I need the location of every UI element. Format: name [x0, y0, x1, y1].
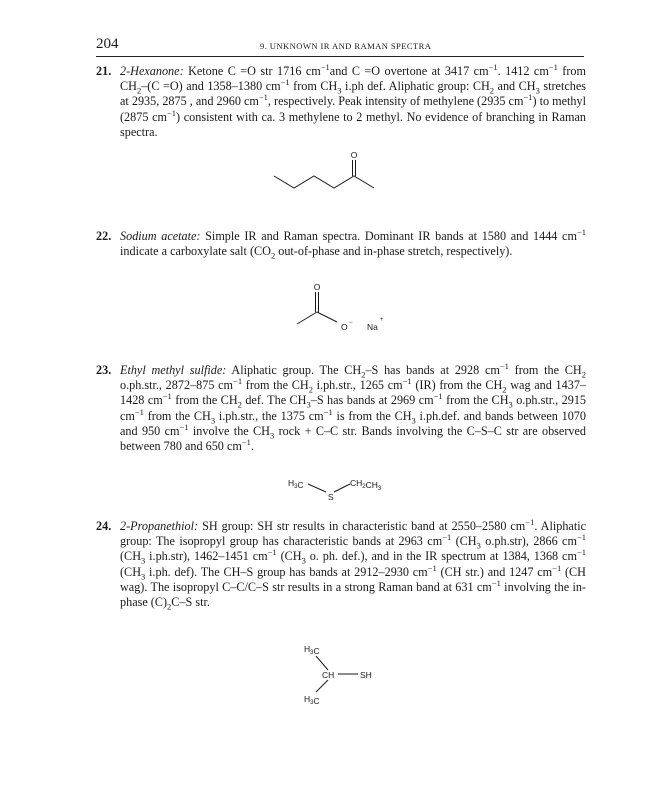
running-head: 9. UNKNOWN IR AND RAMAN SPECTRA — [260, 41, 432, 51]
thiol-label: SH — [360, 670, 372, 680]
structure-2-propanethiol — [300, 638, 390, 708]
compound-name: Ethyl methyl sulfide: — [120, 363, 227, 377]
entry-text: Aliphatic group. The $CH_2-S$ has bands at 2928 $cm^{-1}$ from the $CH_2$ o.ph.str., 2872–875 $cm^{-1}$ from the $CH_2$ i.ph.str., 1265 $cm^{-1}$ (IR) from the $CH_2$ wag and 1437–1428 $cm^{-1}$ from the $CH_2$ def. The $CH_3-S$ has bands at 2969 $cm^{-1}$ from the $CH_3$ o.ph.str., 2915 $cm^{-1}$ from the $CH_3$ i.ph.str., the 1375 $cm^{-1}$ is from the $CH_3$ i.ph.def. and bands between 1070 and 950 $cm^{-1}$ involve the $CH_3$ rock + C–C str. Bands involving the C–S–C str are observed between 780 and 650 $cm^{-1}$. — [120, 360, 587, 454]
oxygen-anion-label: O — [341, 322, 348, 332]
page-number: 204 — [96, 36, 119, 52]
entry-22 — [96, 226, 586, 261]
oxygen-label: O — [313, 282, 321, 292]
entry-number: 23. — [96, 363, 112, 377]
compound-name: 2-Propanethiol: — [120, 519, 199, 533]
entry-number: 21. — [96, 64, 112, 78]
page-header — [96, 36, 584, 56]
methine-label: CH — [322, 670, 335, 680]
header-rule — [96, 56, 584, 57]
compound-name: 2-Hexanone: — [120, 64, 184, 78]
negative-charge: − — [349, 320, 353, 326]
entry-24 — [96, 516, 587, 612]
entry-number: 22. — [96, 229, 112, 243]
positive-charge: + — [380, 317, 384, 323]
entry-21 — [96, 61, 586, 140]
compound-name: Sodium acetate: — [120, 229, 201, 243]
entry-23 — [96, 360, 587, 454]
entry-text: Ketone C =O str 1716 $cm^{-1}and$ C =O overtone at 3417 $cm^{-1}$. 1412 $cm^{-1}$ from $CH_2-(C =O)$ and 1358–1380 $cm^{-1}$ from $CH_3$ i.ph def. Aliphatic group: $CH_2$ and $CH_3$ stretches at 2935, 2875 , and 2960 $cm^{-1}$, respectively. Peak intensity of methylene (2935 $cm^{-1}$) to methyl (2875 $cm^{-1}$) consistent with ca. 3 methylene to 2 methyl. No evidence of branching in Raman spectra. — [120, 61, 586, 139]
sulfur-label: S — [328, 492, 334, 502]
entry-body — [96, 226, 586, 261]
oxygen-label: O — [350, 150, 358, 160]
structure-2-hexanone — [270, 148, 390, 196]
entry-number: 24. — [96, 519, 112, 533]
ethyl-label: $CH_2CH_3$ — [350, 478, 382, 492]
entry-text: SH group: SH str results in characteristic band at 2550–2580 $cm^{-1}$. Aliphatic group: The isopropyl group has characteristic bands at 2963 $cm^{-1}$ ($CH_3$ o.ph.str), 2866 $cm^{-1}$ ($CH_3$ i.ph.str), 1462–1451 $cm^{-1}$ ($CH_3$ o. ph. def.), and in the IR spectrum at 1384, 1368 $cm^{-1}$ ($CH_3$ i.ph. def). The CH–S group has bands at 2912–2930 $cm^{-1}$ (CH str.) and 1247 $cm^{-1}$ (CH wag). The isopropyl C–C/C–S str results in a strong Raman band at 631 $cm^{-1}$ involving the in-phase $(C)_2C-S$ str. — [120, 516, 587, 612]
entry-text: Simple IR and Raman spectra. Dominant IR bands at 1580 and 1444 $cm^{-1}$ indicate a carboxylate salt ($CO_2$ out-of-phase and in-phase stretch, respectively). — [120, 226, 586, 261]
structure-ethyl-methyl-sulfide — [288, 474, 398, 504]
entry-body — [96, 516, 587, 612]
sodium-label: Na — [367, 322, 378, 332]
carbon-chain — [274, 176, 374, 188]
methyl-bottom-label: $H_3C$ — [304, 694, 320, 706]
methyl-top-label: $H_3C$ — [304, 644, 320, 656]
structure-sodium-acetate — [295, 278, 395, 334]
entry-body — [96, 360, 587, 454]
entry-body — [96, 61, 586, 140]
methyl-label: $H_3C$ — [288, 478, 304, 490]
